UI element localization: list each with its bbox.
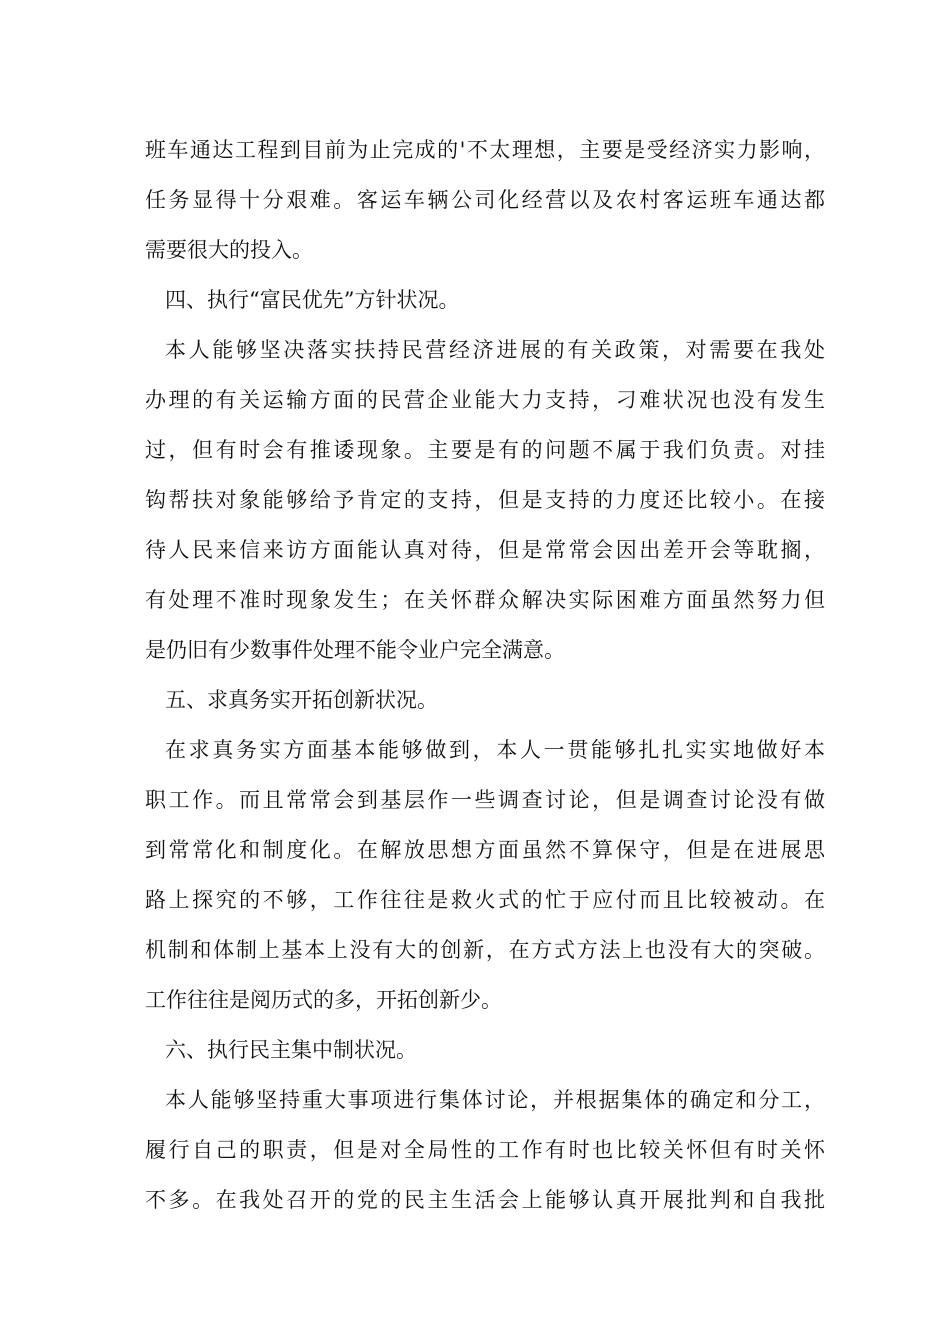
section-heading: 五、求真务实开拓创新状况。: [165, 688, 438, 712]
text-line: 在求真务实方面基本能够做到，本人一贯能够扎扎实实地做好本: [165, 738, 825, 762]
text-line: 路上探究的不够，工作往往是救火式的忙于应付而且比较被动。在: [145, 888, 825, 912]
text-line: 履行自己的职责，但是对全局性的工作有时也比较关怀但有时关怀: [145, 1138, 825, 1162]
text-line: 钩帮扶对象能够给予肯定的支持，但是支持的力度还比较小。在接: [145, 488, 825, 512]
text-line: 是仍旧有少数事件处理不能令业户完全满意。: [145, 638, 565, 662]
text-line: 职工作。而且常常会到基层作一些调查讨论，但是调查讨论没有做: [145, 788, 825, 812]
text-line: 本人能够坚决落实扶持民营经济进展的有关政策，对需要在我处: [165, 338, 825, 362]
text-line: 需要很大的投入。: [145, 238, 313, 262]
text-line: 机制和体制上基本上没有大的创新，在方式方法上也没有大的突破。: [145, 938, 825, 962]
text-line: 有处理不准时现象发生；在关怀群众解决实际困难方面虽然努力但: [145, 588, 825, 612]
section-heading: 六、执行民主集中制状况。: [165, 1038, 417, 1062]
document-body: [145, 125, 825, 1225]
text-line: 过，但有时会有推诿现象。主要是有的问题不属于我们负责。对挂: [145, 438, 825, 462]
text-line: 到常常化和制度化。在解放思想方面虽然不算保守，但是在进展思: [145, 838, 825, 862]
section-heading: 四、执行“富民优先”方针状况。: [165, 288, 460, 312]
text-line: 不多。在我处召开的党的民主生活会上能够认真开展批判和自我批: [145, 1188, 825, 1212]
text-line: 班车通达工程到目前为止完成的'不太理想，主要是受经济实力影响，: [145, 138, 825, 162]
text-line: 工作往往是阅历式的多，开拓创新少。: [145, 988, 502, 1012]
text-line: 待人民来信来访方面能认真对待，但是常常会因出差开会等耽搁，: [145, 538, 825, 562]
text-line: 任务显得十分艰难。客运车辆公司化经营以及农村客运班车通达都: [145, 188, 825, 212]
text-line: 办理的有关运输方面的民营企业能大力支持，刁难状况也没有发生: [145, 388, 825, 412]
text-line: 本人能够坚持重大事项进行集体讨论，并根据集体的确定和分工，: [165, 1088, 825, 1112]
